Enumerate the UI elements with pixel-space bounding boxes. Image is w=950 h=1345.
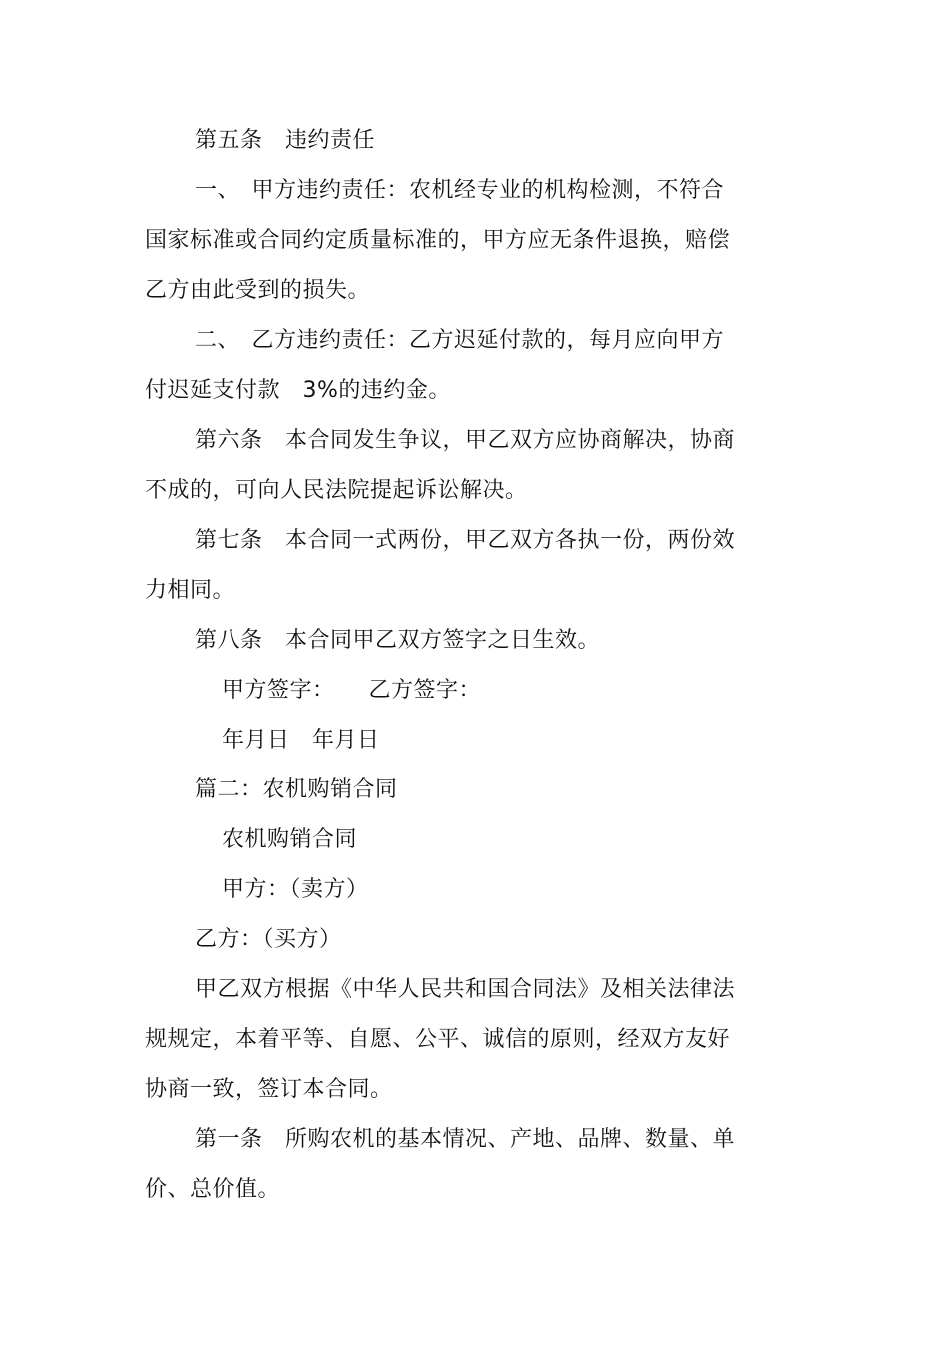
preamble-line-1: 甲乙双方根据《中华人民共和国合同法》及相关法律法 bbox=[195, 977, 736, 1002]
article-5-clause-1-line-2: 国家标准或合同约定质量标准的，甲方应无条件退换，赔偿 bbox=[145, 228, 731, 253]
article-7-line-2: 力相同。 bbox=[145, 578, 236, 603]
article-5-clause-1-line-1: 一、 甲方违约责任：农机经专业的机构检测，不符合 bbox=[195, 178, 725, 203]
contract-title: 农机购销合同 bbox=[222, 827, 358, 852]
part-two-heading: 篇二：农机购销合同 bbox=[195, 777, 398, 802]
article-5-heading: 第五条 违约责任 bbox=[195, 128, 376, 153]
party-b-line: 乙方：（买方） bbox=[195, 927, 342, 952]
article-7-line-1: 第七条 本合同一式两份，甲乙双方各执一份，两份效 bbox=[195, 528, 736, 553]
article-8: 第八条 本合同甲乙双方签字之日生效。 bbox=[195, 628, 601, 653]
article-5-clause-1-line-3: 乙方由此受到的损失。 bbox=[145, 278, 371, 303]
article-1-line-1: 第一条 所购农机的基本情况、产地、品牌、数量、单 bbox=[195, 1127, 736, 1152]
article-6-line-2: 不成的，可向人民法院提起诉讼解决。 bbox=[145, 478, 528, 503]
party-a-line: 甲方：（卖方） bbox=[222, 877, 369, 902]
article-6-line-1: 第六条 本合同发生争议，甲乙双方应协商解决，协商 bbox=[195, 428, 736, 453]
article-5-clause-2-line-2: 付迟延支付款 3%的违约金。 bbox=[145, 378, 451, 403]
article-5-clause-2-line-1: 二、 乙方违约责任：乙方迟延付款的，每月应向甲方 bbox=[195, 328, 725, 353]
signature-line: 甲方签字： 乙方签字： bbox=[222, 678, 482, 703]
preamble-line-2: 规规定，本着平等、自愿、公平、诚信的原则，经双方友好 bbox=[145, 1027, 731, 1052]
article-1-line-2: 价、总价值。 bbox=[145, 1177, 281, 1202]
preamble-line-3: 协商一致，签订本合同。 bbox=[145, 1077, 393, 1102]
date-line: 年月日 年月日 bbox=[222, 728, 380, 753]
